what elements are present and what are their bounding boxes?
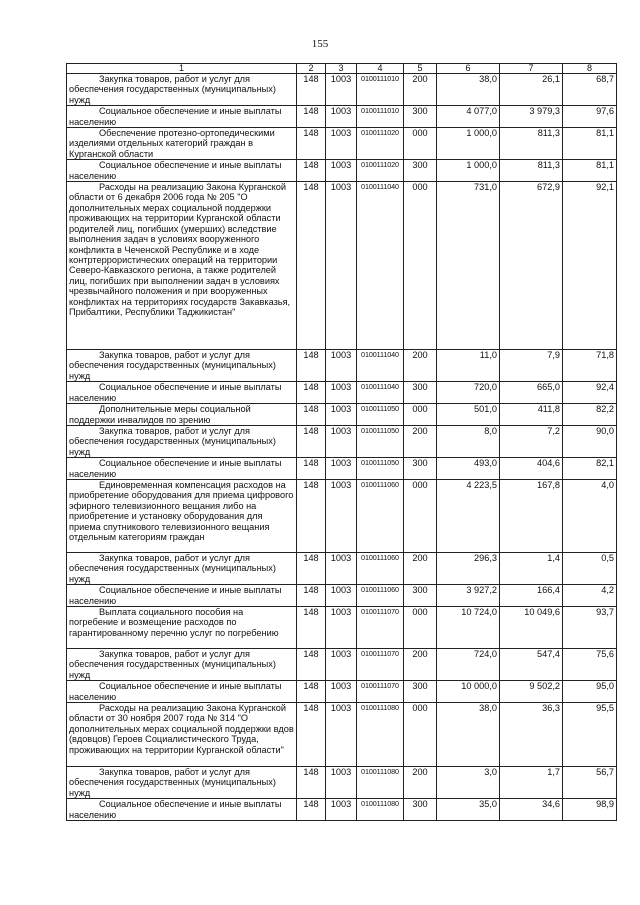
cell-executed: 26,1	[500, 74, 563, 106]
row-name: Социальное обеспечение и иные выплаты населению	[67, 799, 297, 821]
cell-expense-type: 200	[404, 767, 437, 799]
cell-grbs: 148	[297, 404, 326, 426]
cell-grbs: 148	[297, 703, 326, 767]
cell-target-code: 0100111040	[357, 182, 404, 350]
row-name: Закупка товаров, работ и услуг для обеспечения государственных (муниципальных) нужд	[67, 767, 297, 799]
cell-planned: 3,0	[437, 767, 500, 799]
row-name: Социальное обеспечение и иные выплаты населению	[67, 681, 297, 703]
row-name: Закупка товаров, работ и услуг для обеспечения государственных (муниципальных) нужд	[67, 648, 297, 680]
cell-percent: 75,6	[563, 648, 617, 680]
cell-target-code: 0100111080	[357, 703, 404, 767]
cell-section: 1003	[326, 648, 357, 680]
row-name: Выплата социального пособия на погребение и возмещение расходов по гарантированному перечню услуг по погребению	[67, 606, 297, 648]
cell-executed: 1,4	[500, 552, 563, 584]
cell-executed: 9 502,2	[500, 681, 563, 703]
cell-expense-type: 200	[404, 350, 437, 382]
row-name: Социальное обеспечение и иные выплаты населению	[67, 382, 297, 404]
row-name: Закупка товаров, работ и услуг для обеспечения государственных (муниципальных) нужд	[67, 552, 297, 584]
cell-executed: 672,9	[500, 182, 563, 350]
cell-section: 1003	[326, 182, 357, 350]
table-row	[67, 128, 617, 160]
cell-percent: 95,5	[563, 703, 617, 767]
row-name: Закупка товаров, работ и услуг для обеспечения государственных (муниципальных) нужд	[67, 425, 297, 457]
table-row	[67, 552, 617, 584]
cell-percent: 90,0	[563, 425, 617, 457]
table-row	[67, 106, 617, 128]
cell-expense-type: 000	[404, 404, 437, 426]
row-name: Расходы на реализацию Закона Курганской области от 30 ноября 2007 года № 314 "О дополнительных мерах социальной поддержки вдов (вдовцов) Героев Социалистического Труда, проживающих на территории Курганской области"	[67, 703, 297, 767]
column-header: 3	[326, 64, 357, 74]
cell-grbs: 148	[297, 552, 326, 584]
cell-target-code: 0100111070	[357, 681, 404, 703]
cell-percent: 81,1	[563, 160, 617, 182]
cell-expense-type: 300	[404, 160, 437, 182]
table-row	[67, 458, 617, 480]
row-name: Единовременная компенсация расходов на приобретение оборудования для приема цифрового эфирного телевизионного вещания либо на приобретение и установку оборудования для приема спутникового телевизионного вещания отдельным категориям граждан	[67, 479, 297, 552]
column-header: 7	[500, 64, 563, 74]
cell-expense-type: 300	[404, 458, 437, 480]
cell-expense-type: 200	[404, 74, 437, 106]
cell-planned: 8,0	[437, 425, 500, 457]
cell-percent: 0,5	[563, 552, 617, 584]
cell-section: 1003	[326, 479, 357, 552]
table-header-row	[67, 64, 617, 74]
cell-percent: 4,2	[563, 585, 617, 607]
row-name: Дополнительные меры социальной поддержки инвалидов по зрению	[67, 404, 297, 426]
cell-grbs: 148	[297, 106, 326, 128]
cell-executed: 10 049,6	[500, 606, 563, 648]
cell-planned: 720,0	[437, 382, 500, 404]
cell-expense-type: 000	[404, 182, 437, 350]
cell-percent: 92,4	[563, 382, 617, 404]
table-row	[67, 767, 617, 799]
cell-grbs: 148	[297, 74, 326, 106]
table-row	[67, 382, 617, 404]
column-header: 6	[437, 64, 500, 74]
cell-section: 1003	[326, 350, 357, 382]
cell-executed: 34,6	[500, 799, 563, 821]
table-row	[67, 703, 617, 767]
cell-target-code: 0100111060	[357, 585, 404, 607]
cell-section: 1003	[326, 767, 357, 799]
cell-grbs: 148	[297, 160, 326, 182]
table-row	[67, 681, 617, 703]
row-name: Социальное обеспечение и иные выплаты населению	[67, 585, 297, 607]
table-row	[67, 74, 617, 106]
cell-section: 1003	[326, 606, 357, 648]
cell-executed: 811,3	[500, 128, 563, 160]
cell-section: 1003	[326, 160, 357, 182]
cell-executed: 1,7	[500, 767, 563, 799]
cell-percent: 93,7	[563, 606, 617, 648]
table-row	[67, 606, 617, 648]
cell-grbs: 148	[297, 767, 326, 799]
cell-executed: 665,0	[500, 382, 563, 404]
cell-grbs: 148	[297, 799, 326, 821]
cell-target-code: 0100111060	[357, 479, 404, 552]
cell-planned: 10 000,0	[437, 681, 500, 703]
cell-target-code: 0100111010	[357, 106, 404, 128]
cell-section: 1003	[326, 458, 357, 480]
cell-planned: 493,0	[437, 458, 500, 480]
table-row	[67, 648, 617, 680]
cell-percent: 4,0	[563, 479, 617, 552]
cell-planned: 724,0	[437, 648, 500, 680]
cell-executed: 811,3	[500, 160, 563, 182]
cell-target-code: 0100111040	[357, 382, 404, 404]
cell-executed: 7,9	[500, 350, 563, 382]
cell-planned: 11,0	[437, 350, 500, 382]
cell-grbs: 148	[297, 681, 326, 703]
table-row	[67, 160, 617, 182]
cell-section: 1003	[326, 128, 357, 160]
cell-planned: 38,0	[437, 74, 500, 106]
cell-planned: 38,0	[437, 703, 500, 767]
row-name: Расходы на реализацию Закона Курганской области от 6 декабря 2006 года № 205 "О дополнительных мерах социальной поддержки проживающих на территории Курганской области родителей лиц, погибших (умерших) вследствие выполнения задач в условиях вооруженного конфликта в Чеченской Республике и в ходе контртеррористических операций на территории Северо-Кавказского региона, а также родителей лиц, погибших при выполнении задач в условиях чрезвычайного положения и при вооруженных конфликтах на территориях государств Закавказья, Прибалтики, Республики Таджикистан"	[67, 182, 297, 350]
cell-target-code: 0100111050	[357, 404, 404, 426]
cell-expense-type: 300	[404, 799, 437, 821]
row-name: Социальное обеспечение и иные выплаты населению	[67, 106, 297, 128]
cell-grbs: 148	[297, 382, 326, 404]
cell-planned: 4 223,5	[437, 479, 500, 552]
cell-section: 1003	[326, 382, 357, 404]
cell-grbs: 148	[297, 458, 326, 480]
cell-grbs: 148	[297, 479, 326, 552]
column-header: 1	[67, 64, 297, 74]
cell-planned: 35,0	[437, 799, 500, 821]
cell-expense-type: 000	[404, 703, 437, 767]
cell-percent: 56,7	[563, 767, 617, 799]
cell-expense-type: 300	[404, 106, 437, 128]
cell-expense-type: 200	[404, 552, 437, 584]
cell-planned: 4 077,0	[437, 106, 500, 128]
cell-executed: 167,8	[500, 479, 563, 552]
cell-expense-type: 000	[404, 128, 437, 160]
cell-percent: 68,7	[563, 74, 617, 106]
table-row	[67, 799, 617, 821]
cell-executed: 36,3	[500, 703, 563, 767]
table-row	[67, 182, 617, 350]
cell-section: 1003	[326, 799, 357, 821]
cell-target-code: 0100111070	[357, 606, 404, 648]
cell-target-code: 0100111040	[357, 350, 404, 382]
cell-section: 1003	[326, 404, 357, 426]
cell-percent: 98,9	[563, 799, 617, 821]
cell-grbs: 148	[297, 648, 326, 680]
cell-executed: 3 979,3	[500, 106, 563, 128]
row-name: Социальное обеспечение и иные выплаты населению	[67, 458, 297, 480]
cell-section: 1003	[326, 425, 357, 457]
row-name: Закупка товаров, работ и услуг для обеспечения государственных (муниципальных) нужд	[67, 74, 297, 106]
cell-percent: 95,0	[563, 681, 617, 703]
column-header: 4	[357, 64, 404, 74]
cell-target-code: 0100111050	[357, 458, 404, 480]
cell-executed: 7,2	[500, 425, 563, 457]
cell-executed: 547,4	[500, 648, 563, 680]
cell-grbs: 148	[297, 606, 326, 648]
cell-executed: 411,8	[500, 404, 563, 426]
cell-section: 1003	[326, 74, 357, 106]
cell-percent: 82,1	[563, 458, 617, 480]
cell-percent: 92,1	[563, 182, 617, 350]
cell-planned: 296,3	[437, 552, 500, 584]
cell-expense-type: 300	[404, 585, 437, 607]
table-row	[67, 350, 617, 382]
column-header: 5	[404, 64, 437, 74]
cell-expense-type: 300	[404, 382, 437, 404]
cell-percent: 71,8	[563, 350, 617, 382]
cell-expense-type: 200	[404, 425, 437, 457]
cell-target-code: 0100111020	[357, 160, 404, 182]
cell-section: 1003	[326, 106, 357, 128]
row-name: Закупка товаров, работ и услуг для обеспечения государственных (муниципальных) нужд	[67, 350, 297, 382]
cell-planned: 3 927,2	[437, 585, 500, 607]
cell-grbs: 148	[297, 128, 326, 160]
cell-executed: 166,4	[500, 585, 563, 607]
cell-expense-type: 200	[404, 648, 437, 680]
cell-percent: 81,1	[563, 128, 617, 160]
cell-target-code: 0100111060	[357, 552, 404, 584]
cell-planned: 731,0	[437, 182, 500, 350]
cell-target-code: 0100111070	[357, 648, 404, 680]
table-row	[67, 585, 617, 607]
cell-section: 1003	[326, 552, 357, 584]
column-header: 2	[297, 64, 326, 74]
cell-planned: 1 000,0	[437, 128, 500, 160]
cell-grbs: 148	[297, 182, 326, 350]
table-row	[67, 425, 617, 457]
cell-section: 1003	[326, 585, 357, 607]
cell-target-code: 0100111080	[357, 799, 404, 821]
budget-table	[66, 63, 617, 821]
table-row	[67, 479, 617, 552]
cell-target-code: 0100111020	[357, 128, 404, 160]
cell-percent: 97,6	[563, 106, 617, 128]
cell-section: 1003	[326, 681, 357, 703]
cell-expense-type: 000	[404, 479, 437, 552]
cell-section: 1003	[326, 703, 357, 767]
cell-grbs: 148	[297, 425, 326, 457]
cell-target-code: 0100111050	[357, 425, 404, 457]
cell-grbs: 148	[297, 350, 326, 382]
cell-planned: 1 000,0	[437, 160, 500, 182]
page-number: 155	[311, 38, 329, 50]
cell-planned: 501,0	[437, 404, 500, 426]
cell-expense-type: 000	[404, 606, 437, 648]
cell-target-code: 0100111080	[357, 767, 404, 799]
cell-executed: 404,6	[500, 458, 563, 480]
cell-percent: 82,2	[563, 404, 617, 426]
column-header: 8	[563, 64, 617, 74]
cell-grbs: 148	[297, 585, 326, 607]
row-name: Обеспечение протезно-ортопедическими изделиями отдельных категорий граждан в Курганской области	[67, 128, 297, 160]
table-row	[67, 404, 617, 426]
cell-target-code: 0100111010	[357, 74, 404, 106]
row-name: Социальное обеспечение и иные выплаты населению	[67, 160, 297, 182]
cell-planned: 10 724,0	[437, 606, 500, 648]
cell-expense-type: 300	[404, 681, 437, 703]
